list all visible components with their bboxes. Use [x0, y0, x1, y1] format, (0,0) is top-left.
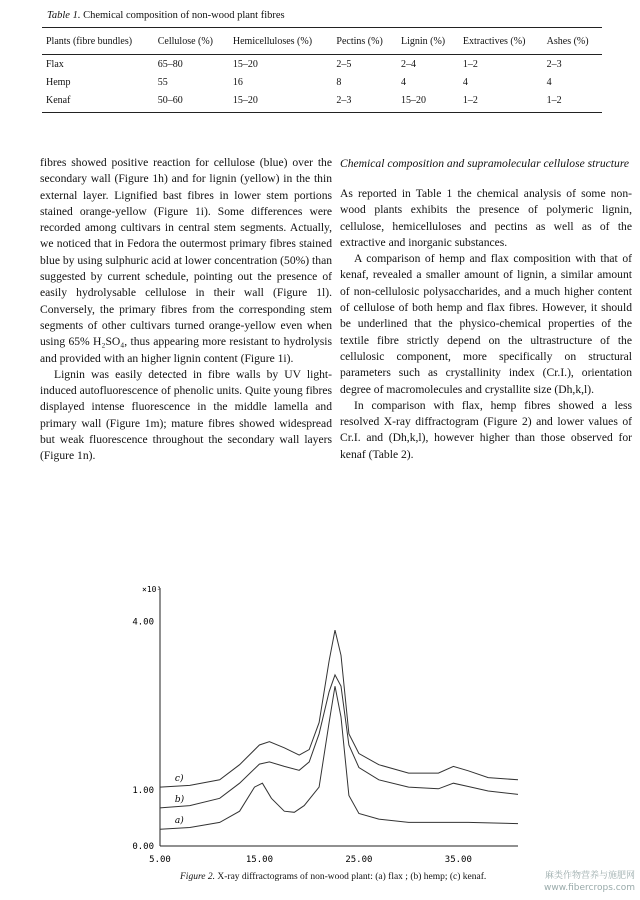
table-caption: [47, 10, 602, 21]
y-exponent-label: ×10³: [142, 585, 162, 594]
cell: Kenaf: [42, 91, 154, 113]
header-ashes: Ashes (%): [543, 28, 602, 55]
header-hemicelluloses: Hemicelluloses (%): [229, 28, 333, 55]
curve-label-a: a): [174, 816, 184, 827]
cell: 15–20: [229, 91, 333, 113]
x-tick-label: 25.00: [345, 855, 373, 865]
cell: 1–2: [462, 59, 478, 70]
cell: 4: [462, 77, 468, 88]
figure-caption-label: Figure 2.: [180, 872, 216, 882]
cell: Flax: [46, 59, 64, 70]
right-column: [340, 155, 632, 463]
cell: 4: [400, 77, 406, 88]
paragraph: As reported in Table 1 the chemical analysis of some non-wood plants exhibits the presence of polymeric lignin, cellulose, hemicelluloses and pectins as well as of the extractive and inorganic substances.: [340, 187, 632, 249]
cell: 2–3: [332, 91, 397, 113]
header-pectins: Pectins (%): [332, 28, 397, 55]
series-line-b: [160, 675, 518, 808]
cell: 8: [336, 77, 342, 88]
y-tick-label: 4.00: [132, 617, 154, 628]
curve-label-c: c): [174, 774, 184, 785]
cell: 15–20: [232, 59, 258, 70]
cell: 2–5: [336, 59, 352, 70]
watermark-line-1: 麻类作物营养与施肥网: [544, 871, 635, 881]
paragraph: Lignin was easily detected in fibre walls by UV light-induced autofluorescence of phenolic units. Quite young fibres displayed intense fluorescence in the middle lamella and primary wall (Figure 1m); mature fibres showed widespread but weak fluorescence throughout the secondary wall layers (Figure 1n).: [40, 367, 332, 463]
cell: 16: [232, 77, 243, 88]
paragraph: fibres showed positive reaction for cellulose (blue) over the secondary wall (Figure 1h) and for lignin (yellow) in the thin external layer. Lignified bast fibres in lower stem portions stained orange-yellow (Figure 1i). Some differences were recorded among cultivars in central stem segments. Actually, we noticed that in Fedora the outermost primary fibres stained blue by using sulphuric acid at lower concentration (50%) than suggested by current schedule, pointing out the presence of easily hydrolysable cellulose in their wall (Figure 1l). Conversely, the primary fibres from the corresponding stem segments of other cultivars turned orange-yellow even when using 65% H₂SO₄, thus appearing more resistant to hydrolysis and provided with an higher lignin content (Figure 1i).: [40, 156, 333, 365]
cell: 15–20: [397, 91, 459, 113]
cell: 2–4: [400, 59, 416, 70]
table-1: [42, 10, 602, 113]
x-tick-label: 35.00: [444, 855, 472, 865]
cell: 65–80: [157, 59, 183, 70]
curve-label-b: b): [174, 794, 185, 805]
paragraph: In comparison with flax, hemp fibres showed a less resolved X-ray diffractogram (Figure 2) and lower values of Cr.I. and (Dh,k,l), however higher than those observed for kenaf (Table 2).: [340, 398, 632, 461]
header-plants: Plants (fibre bundles): [42, 28, 154, 55]
left-column: [40, 155, 332, 465]
watermark-line-2: www.fibercrops.com: [544, 883, 635, 893]
cell: 2–3: [546, 59, 562, 70]
watermark: [530, 870, 635, 894]
composition-table: [42, 27, 602, 113]
table-caption-text: Chemical composition of non-wood plant fibres: [83, 10, 285, 21]
y-tick-label: 0.00: [132, 842, 154, 852]
header-lignin: Lignin (%): [397, 28, 459, 55]
cell: 1–2: [543, 91, 602, 113]
y-ticks: [132, 618, 154, 852]
x-tick-label: 15.00: [245, 855, 273, 865]
table-row: [42, 55, 602, 74]
x-ticks: [149, 855, 472, 865]
y-tick-label: 1.00: [132, 785, 154, 796]
x-tick-label: 5.00: [149, 855, 171, 865]
header-extractives: Extractives (%): [459, 28, 543, 55]
header-cellulose: Cellulose (%): [154, 28, 229, 55]
figure-caption-text: X-ray diffractograms of non-wood plant: (a) flax ; (b) hemp; (c) kenaf.: [217, 872, 487, 882]
cell: 1–2: [459, 91, 543, 113]
paragraph: A comparison of hemp and flax composition with that of kenaf, revealed a smaller amount of lignin, a similar amount of non-cellulosic polysaccharides, and a much higher content of cellulose of both hemp and flax fibres. However, it should be underlined that the physico-chemical properties of the textile fibre strictly depend on the ultrastructure of the cellulosic component, more specifically on structural parameters such as crystallinity index (Cr.I.), orientation degree of macromolecules and crystallite size (Dh,k,l).: [340, 252, 632, 396]
curve-labels: [175, 773, 185, 826]
cell: 50–60: [154, 91, 229, 113]
cell: Hemp: [46, 77, 71, 88]
series-group: [160, 630, 518, 829]
table-caption-label: Table 1.: [47, 10, 81, 21]
table-header-row: [42, 28, 602, 55]
table-row: [42, 73, 602, 91]
xrd-diffractogram-figure: [120, 578, 520, 878]
table-row: [42, 91, 602, 113]
section-heading: Chemical composition and supramolecular cellulose structure: [340, 157, 630, 170]
cell: 55: [157, 77, 168, 88]
cell: 4: [546, 77, 552, 88]
series-line-a: [160, 686, 518, 829]
